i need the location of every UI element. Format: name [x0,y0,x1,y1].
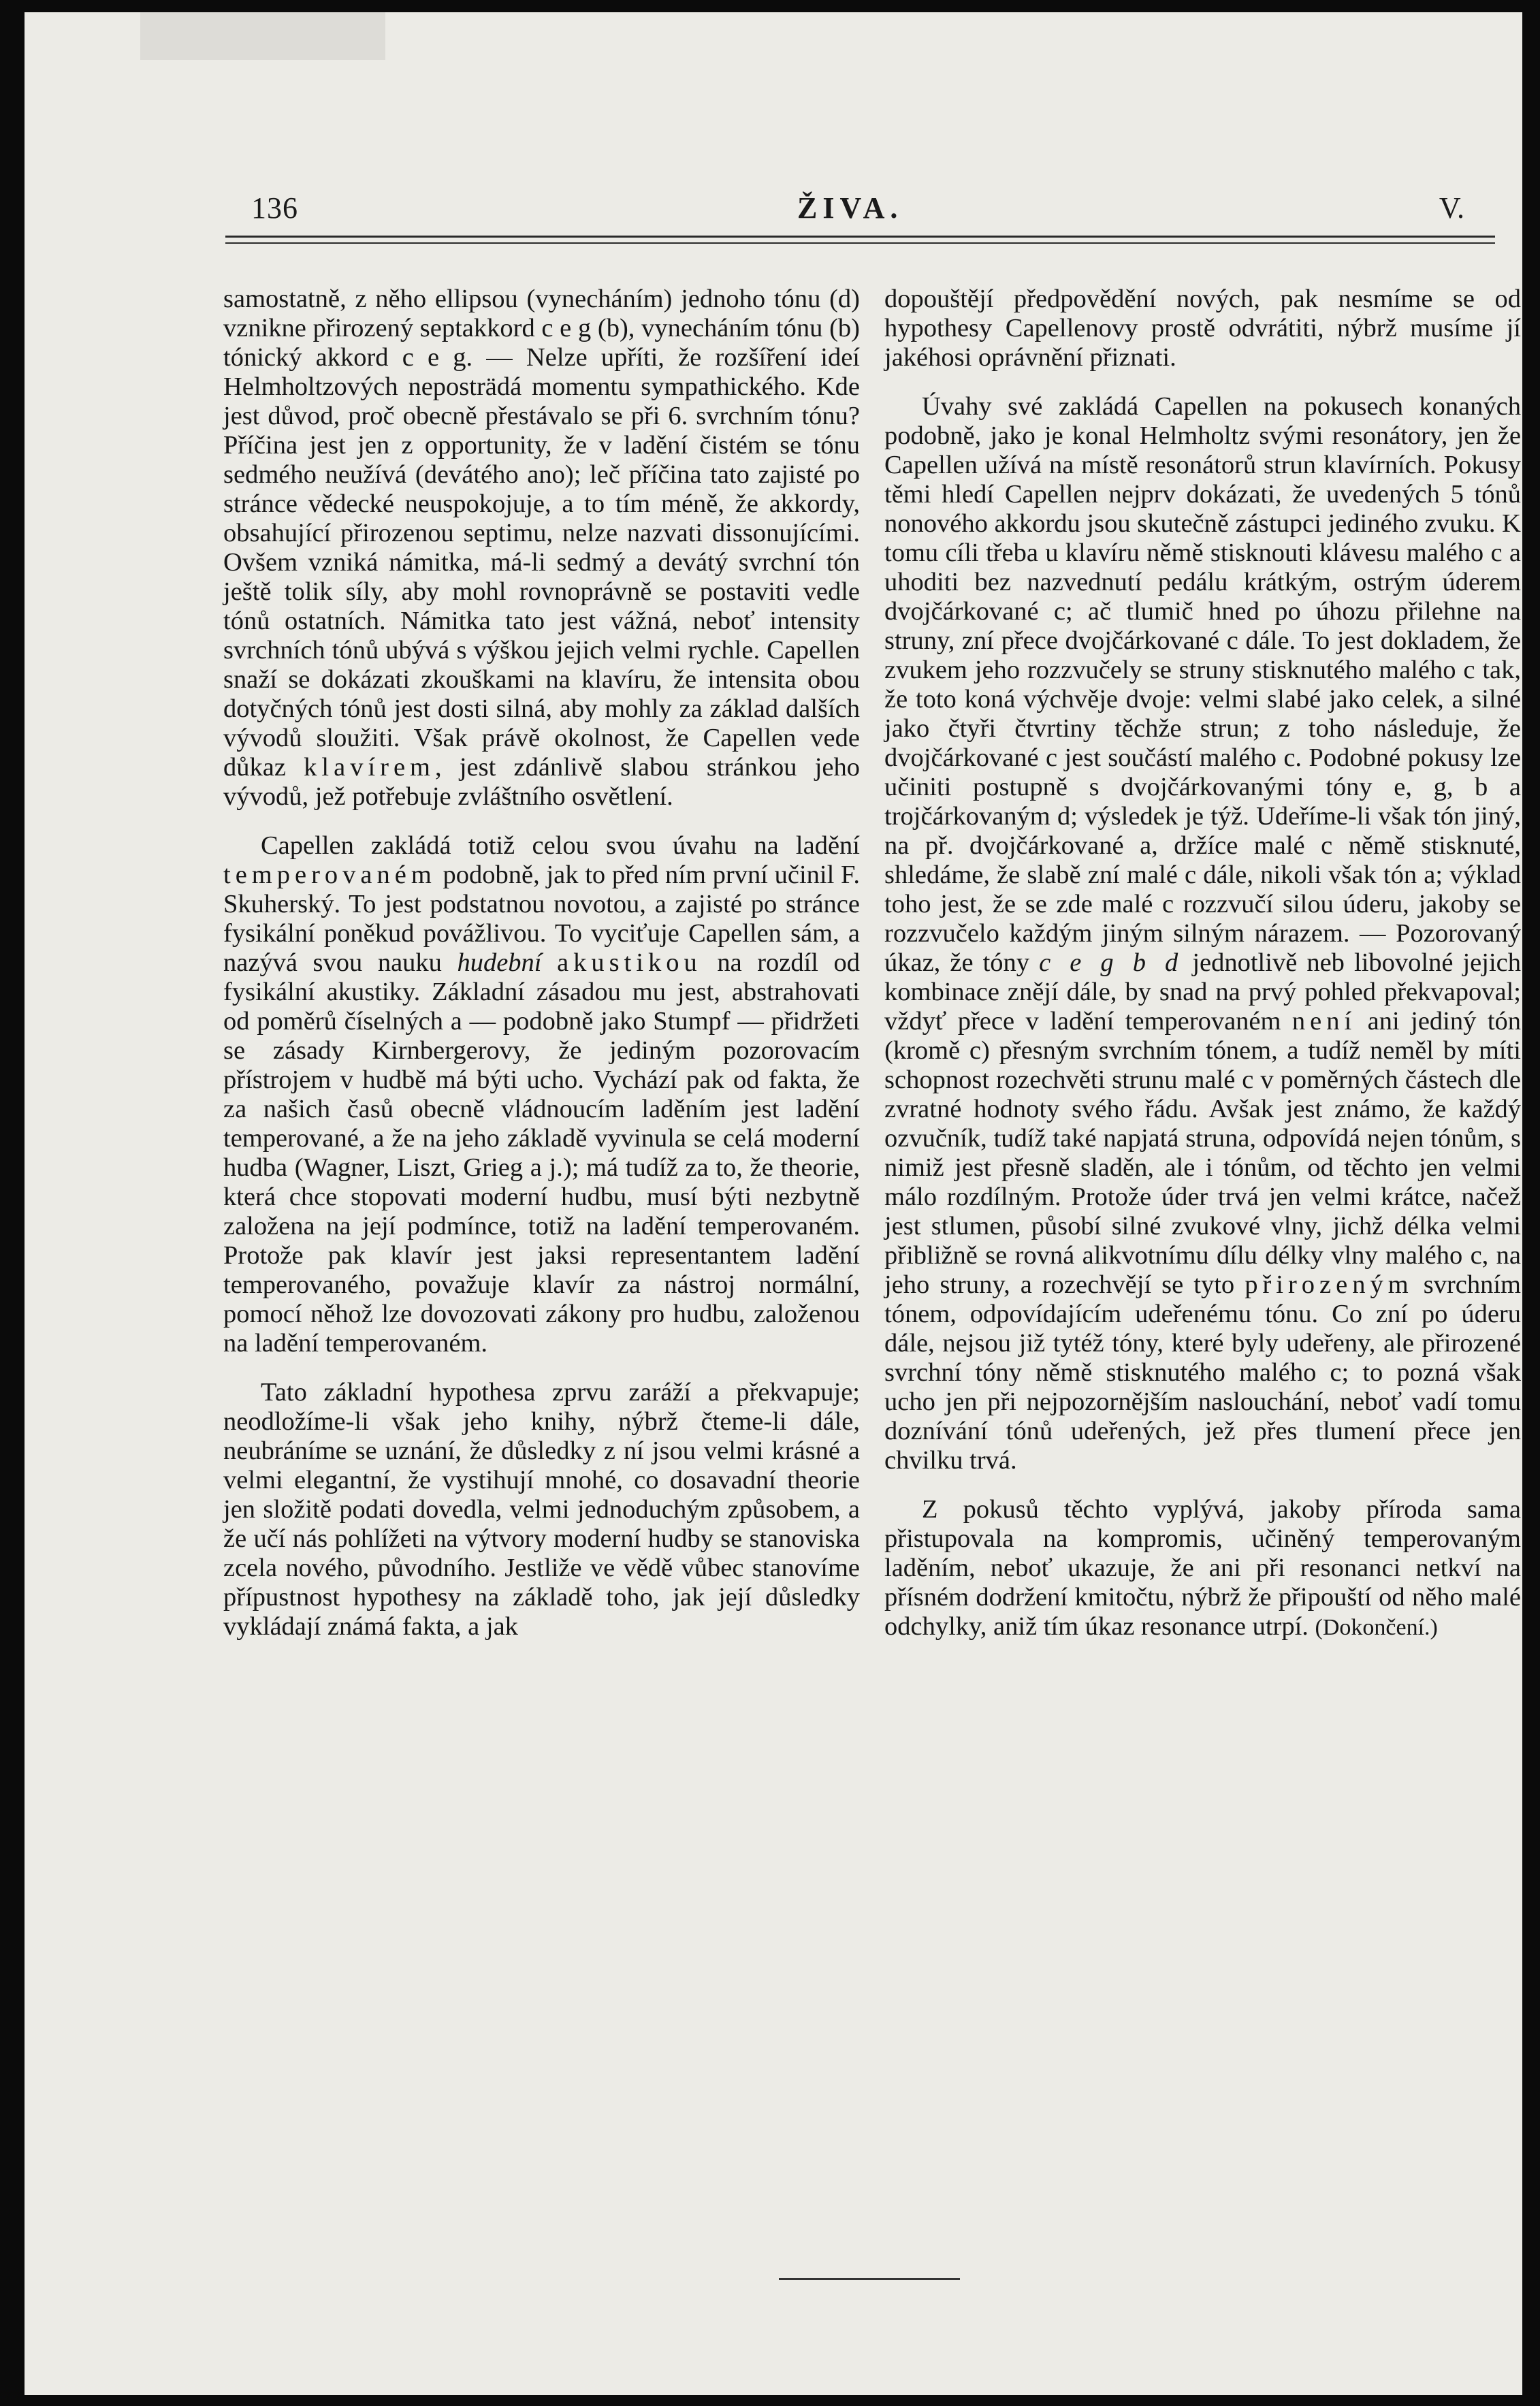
text: podobně, jak to před ním první učinil F. Skuherský. To jest podstatnou novotou, a zajisté po stránce fysikální poněkud povážlivou. To vyciťuje Capellen sám, a nazývá svou nauku [223,861,860,977]
text: jednotlivě neb libovolné jejich kombinace znějí dále, by snad na prvý pohled překvapoval; vždyť přece v ladění temperovaném [884,948,1521,1036]
header-rule-top [225,236,1495,238]
continued-note: (Dokončení.) [1315,1615,1438,1640]
spaced-text: není [1292,1007,1357,1036]
left-column [223,285,860,1661]
paragraph [223,831,860,1358]
paragraph [223,285,860,812]
spaced-text: přirozeným [1245,1270,1413,1299]
text: na rozdíl od fysikální akustiky. Základní zásadou mu jest, abstrahovati od poměrů číselných a — podobně jako Stumpf — přidržeti se zásady Kirnbergerovy, že jediným pozorovacím přístrojem v hudbě má býti ucho. Vychází pak od fakta, že za našich časů obecně vládnoucím laděním jest ladění temperované, a že na jeho základě vyvinula se celá moderní hudba (Wagner, Liszt, Grieg a j.); má tudíž za to, že theorie, která chce stopovati moderní hudbu, musí býti nezbytně založena na její podmínce, totiž na ladění temperovaném. Protože pak klavír jest jaksi representantem ladění temperovaného, považuje klavír za nástroj normální, pomocí něhož lze dovozovati zákony pro hudbu, založenou na ladění temperovaném. [223,948,861,1358]
header-rule-bottom [225,242,1495,244]
text: Tato základní hypothesa zprvu zaráží a překvapuje; neodložíme-li však jeho knihy, nýbrž čteme-li dále, neubráníme se uznání, že důsledky z ní jsou velmi krásné a velmi elegantní, že vystihují mnohé, co dosavadní theorie jen složitě podati dovedla, velmi jednoduchým způsobem, a že učí nás pohlížeti na výtvory moderní hudby se stanoviska zcela nového, původního. Jestliže ve vědě vůbec stanovíme přípustnost hypothesy na základě toho, jak její důsledky vykládají známá fakta, a jak [223,1378,860,1641]
paragraph [884,1495,1521,1642]
paragraph [884,285,1521,372]
text: dopouštějí předpovědění nových, pak nesmíme se od hypothesy Capellenovy prostě odvrátiti, nýbrž musíme jí jakéhosi oprávnění přiznati. [884,285,1521,372]
page [25,12,1522,2395]
journal-title: ŽIVA. [797,191,903,225]
text: Capellen zakládá totiž celou svou úvahu na ladění [261,831,860,860]
running-header [225,191,1492,231]
right-column [884,285,1521,1662]
italic-notes: c e g b d [1039,948,1183,977]
text: Úvahy své zakládá Capellen na pokusech konaných podobně, jako je konal Helmholtz svými resonátory, jen že Capellen užívá na místě resonátorů strun klavírních. Pokusy těmi hledí Capellen nejprv dokázati, že uvedených 5 tónů nonového akkordu jsou skutečně zástupci jediného zvuku. K tomu cíli třeba u klavíru němě stisknouti klávesu malého c a uhoditi bez nazvednutí pedálu krátkým, ostrým úderem dvojčárkované c; ač tlumič hned po úhozu přilehne na struny, zní přece dvojčárkované c dále. To jest dokladem, že zvukem jeho rozzvučely se struny stisknutého malého c tak, že toto koná výchvěje dvoje: velmi slabé jako celek, a silné jako čtyři čtvrtiny těchže strun; z toho následuje, že dvojčárkované c jest součástí malého c. Podobné pokusy lze učiniti postupně s dvojčárkovanými tóny e, g, b a trojčárkovaným d; výsledek je týž. Udeříme-li však tón jiný, na př. dvojčárkované a, držíce malé c němě stisknuté, shledáme, že slabě zní malé c dále, nikoli však tón a; výklad toho jest, že se zde malé c rozzvučí silou úderu, jakoby se rozzvučelo každým jiným silným nárazem. — Pozorovaný úkaz, že tóny [884,392,1521,977]
text: svrchním tónem, odpovídajícím udeřenému tónu. Co zní po úderu dále, nejsou již tytéž tóny, které byly udeřeny, ale přirozené svrchní tóny němě stisknutého malého c; to pozná však ucho jen při nejpozornějším naslouchání, neboť vadí tomu doznívání tónů udeřených, jež přes tlumení přece jen chvilku trvá. [884,1270,1522,1475]
volume-number: V. [1439,191,1464,225]
scan-smudge [140,12,385,60]
italic-text: hudební [457,948,542,977]
text: ani jediný tón (kromě c) přesným svrchním tónem, a tudíž neměl by míti schopnost rozechvěti strunu malé c v poměrných částech dle zvratné hodnoty svého řádu. Avšak jest známo, že každý ozvučník, tudíž také napjatá struna, odpovídá nejen tónům, s nimiž jest přesně sladěn, ale i tónům, od těchto jen velmi málo rozdílným. Protože úder trvá jen velmi krátce, načež jest stlumen, působí silné zvukové vlny, jichž délka velmi přibližně se rovná alikvotnímu dílu délky vlny malého c, na jeho struny, a rozechvějí se tyto [884,1007,1522,1299]
spaced-text: klavírem [304,753,436,782]
page-number: 136 [251,191,298,225]
spaced-text: akustikou [557,948,702,977]
text: , jest zdánlivě slabou stránkou jeho vývodů, jež potřebuje zvláštního osvětlení. [223,753,861,811]
spaced-text: temperovaném [223,861,436,889]
text: samostatně, z něho ellipsou (vynecháním) jednoho tónu (d) vznikne přirozený septakkord c e g (b), vynecháním tónu (b) tónický akkord c e g. — Nelze upříti, že rozšíření ideí Helmholtzových neposträdá momentu sympathického. Kde jest důvod, proč obecně přestávalo se při 6. svrchním tónu? Příčina jest jen z opportunity, že v ladění čistém se tónu sedmého neužívá (devátého ano); leč příčina tato zajisté po stránce vědecké neuspokojuje, a to tím méně, že akkordy, obsahující přirozenou septimu, nelze nazvati dissonujícími. Ovšem vzniká námitka, má-li sedmý a devátý svrchní tón ještě tolik síly, aby mohl rovnoprávně se postaviti vedle tónů ostatních. Námitka tato jest vážná, neboť intensity svrchních tónů ubývá s výškou jejich velmi rychle. Capellen snaží se dokázati zkouškami na klavíru, že intensita obou dotyčných tónů jest dosti silná, aby mohly za základ dalších vývodů sloužiti. Však právě okolnost, že Capellen vede důkaz [223,285,860,782]
paragraph [223,1378,860,1641]
paragraph [884,392,1521,1475]
text: Z pokusů těchto vyplývá, jakoby příroda sama přistupovala na kompromis, učiněný temperovaným laděním, neboť ukazuje, že ani při resonanci netkví na přísném dodržení kmitočtu, nýbrž že připouští od něho malé odchylky, aniž tím úkaz resonance utrpí. [884,1495,1521,1641]
end-rule [779,2278,960,2280]
